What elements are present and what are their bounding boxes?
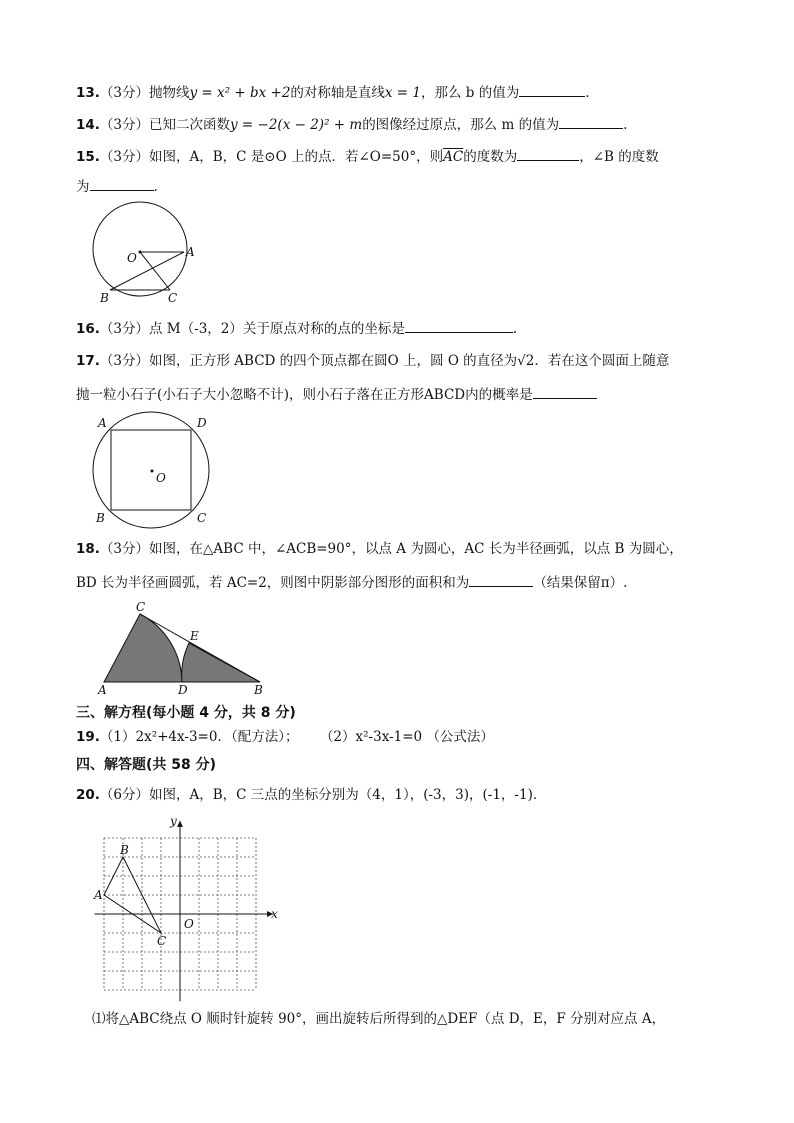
circle-o: [93, 202, 187, 296]
answer-blank[interactable]: [90, 176, 154, 191]
label-d: D: [197, 416, 207, 430]
answer-blank[interactable]: [519, 82, 585, 97]
question-text: 抛一粒小石子(小石子大小忽略不计)，则小石子落在正方形ABCD内的概率是: [76, 387, 533, 403]
question-17-line2: [76, 384, 734, 404]
arc-label: $\overline{AC}$: [443, 149, 464, 165]
question-text: 为: [76, 179, 90, 195]
center-point: [139, 251, 142, 254]
answer-blank[interactable]: [559, 114, 623, 129]
segment-ab: [110, 252, 184, 290]
answer-blank[interactable]: [517, 146, 579, 161]
question-16: [76, 318, 734, 338]
question-score: （3分）: [99, 117, 150, 133]
question-text: （1）2x²+4x-3=0．（配方法）；: [99, 729, 299, 745]
label-d: D: [178, 683, 188, 697]
question-text: BD 长为半径画圆弧，若 AC=2，则图中阴影部分图形的面积和为: [76, 575, 470, 591]
question-18-line2: [76, 572, 734, 592]
question-text: 的对称轴是直线: [290, 85, 385, 101]
answer-blank[interactable]: [405, 318, 513, 333]
question-text: 如图，在△ABC 中，∠ACB=90°，以点 A 为圆心，AC 长为半径画弧，以点 B 为圆心，: [149, 541, 683, 557]
label-o: O: [127, 251, 137, 265]
label-y: y: [170, 813, 177, 828]
question-19: [76, 728, 734, 746]
label-a: A: [98, 416, 107, 430]
question-text: .: [512, 321, 518, 337]
question-number: 17.: [76, 353, 100, 369]
question-17: [76, 352, 734, 370]
label-o: O: [156, 471, 166, 485]
question-text: 的度数为: [463, 149, 518, 165]
question-text: （结果保留π）.: [533, 575, 628, 591]
question-number: 14.: [76, 117, 100, 133]
label-b: B: [254, 683, 263, 697]
sector-b-shaded: [182, 643, 260, 682]
question-text: 如图，A，B，C 三点的坐标分别为（4，1），(-3，3)，(-1，-1)．: [149, 787, 547, 803]
question-13: [76, 82, 734, 102]
question-text: （2）x²-3x-1=0 （公式法）: [319, 729, 494, 745]
question-number: 13.: [76, 85, 100, 101]
label-a: A: [94, 888, 103, 902]
question-text: 如图，正方形 ABCD 的四个顶点都在圆O 上，圆 O 的直径为√2．若在这个圆面上随意: [149, 353, 670, 369]
question-text: 的图像经过原点，那么 m 的值为: [362, 117, 560, 133]
math-expression: y = −2(x − 2)² + m: [230, 117, 363, 133]
y-axis-arrow: [177, 821, 183, 827]
label-e: E: [190, 629, 199, 643]
figure-18-shaded-sectors: [92, 600, 272, 696]
figure-15-circle: [90, 196, 200, 308]
question-text: 点 M（-3，2）关于原点对称的点的坐标是: [149, 321, 405, 337]
question-score: （3分）: [99, 149, 150, 165]
label-a: A: [98, 683, 107, 697]
label-o: O: [184, 917, 194, 931]
math-expression: y = x² + bx +2: [189, 85, 291, 101]
question-text: 抛物线: [149, 85, 190, 101]
answer-blank[interactable]: [533, 384, 597, 399]
question-text: ，∠B 的度数: [579, 149, 659, 165]
segment-oc: [140, 252, 170, 290]
question-number: 19.: [76, 729, 100, 745]
label-a: A: [186, 245, 195, 259]
label-c: C: [168, 291, 178, 305]
question-18: [76, 540, 734, 558]
section-heading: 四、解答题(共 58 分): [76, 757, 217, 773]
label-c: C: [136, 600, 146, 614]
question-score: （3分）: [99, 541, 150, 557]
label-x: x: [271, 907, 278, 921]
label-b: B: [120, 843, 129, 857]
question-number: 16.: [76, 321, 100, 337]
question-number: 15.: [76, 149, 100, 165]
label-b: B: [100, 291, 109, 305]
sector-a-shaded: [104, 614, 182, 682]
question-14: [76, 114, 734, 134]
label-b: B: [96, 511, 105, 525]
question-number: 20.: [76, 787, 100, 803]
question-text: .: [623, 117, 628, 133]
question-text: ⑴将△ABC绕点 O 顺时针旋转 90°，画出旋转后所得到的△DEF（点 D，E，F 分别对应点 A，: [92, 1011, 666, 1027]
question-15: [76, 146, 734, 166]
question-text: 如图，A，B，C 是⊙O 上的点．若∠O=50°，则: [149, 149, 444, 165]
question-text: .: [585, 85, 590, 101]
question-score: （3分）: [99, 353, 150, 369]
question-number: 18.: [76, 541, 100, 557]
label-c: C: [197, 511, 207, 525]
question-text: ，那么 b 的值为: [421, 85, 520, 101]
question-score: （3分）: [99, 321, 150, 337]
answer-blank[interactable]: [469, 572, 533, 587]
center-point: [151, 470, 154, 473]
question-20-part1: [92, 1010, 734, 1028]
figure-20-coordinate-grid: [92, 814, 282, 1004]
question-text: 已知二次函数: [149, 117, 231, 133]
question-20: [76, 786, 734, 804]
question-score: （3分）: [99, 85, 150, 101]
figure-17-square-in-circle: [90, 412, 220, 526]
math-expression: x = 1: [384, 85, 422, 101]
question-15-line2: [76, 176, 734, 196]
question-text: .: [153, 179, 158, 195]
section-heading: 三、解方程(每小题 4 分，共 8 分): [76, 705, 296, 721]
question-score: （6分）: [99, 787, 150, 803]
label-c: C: [157, 934, 167, 948]
